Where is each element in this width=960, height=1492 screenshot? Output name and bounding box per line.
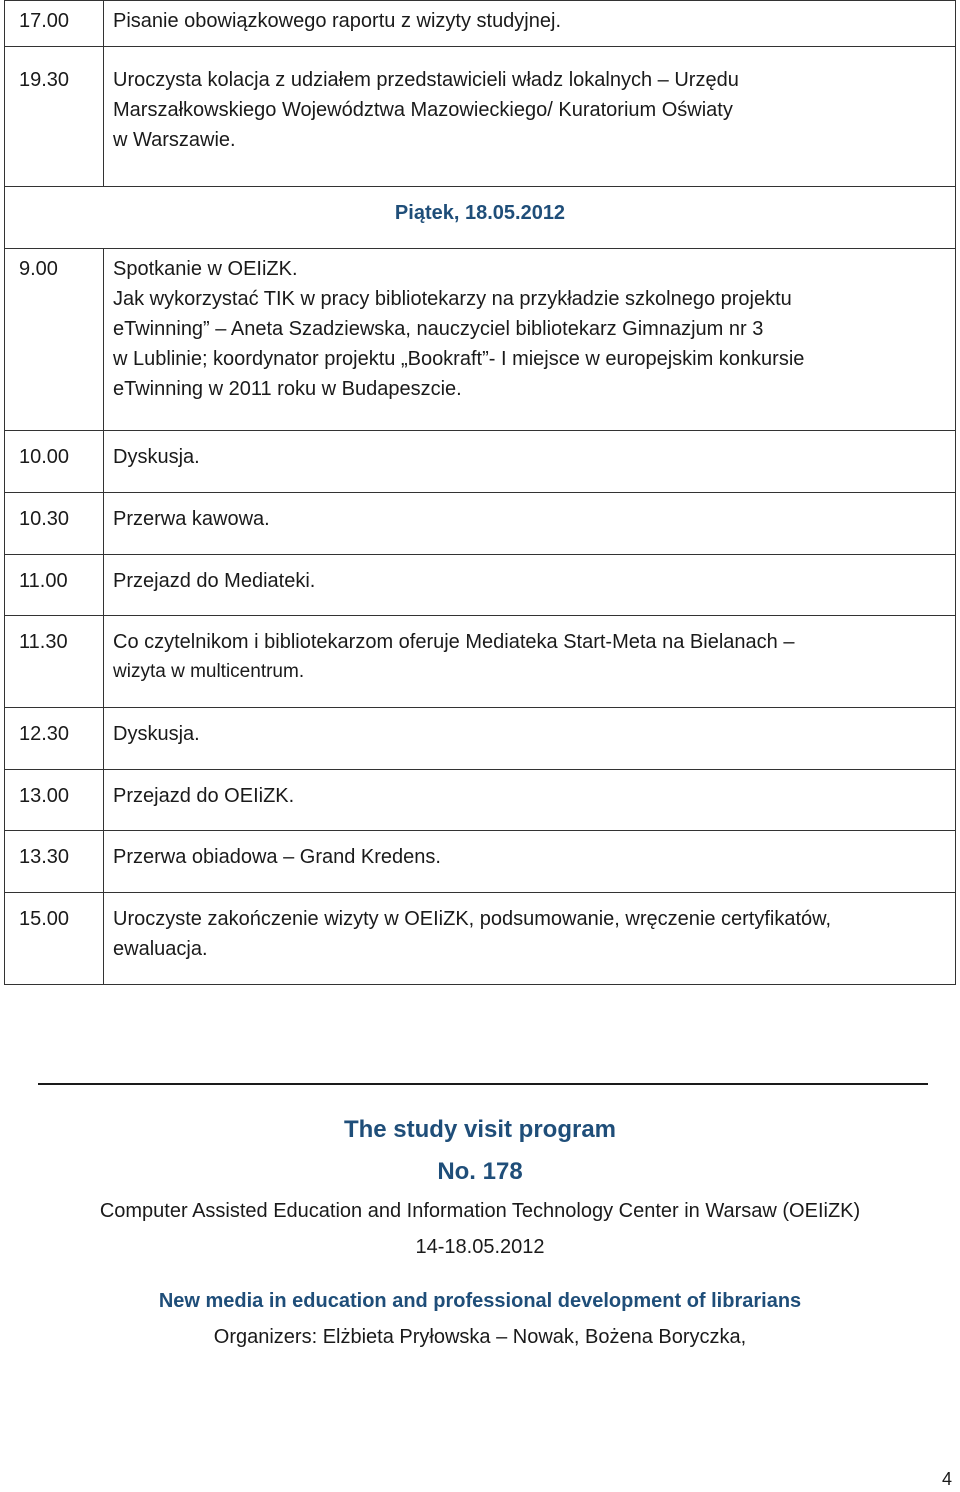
description-line: Uroczysta kolacja z udziałem przedstawicieli władz lokalnych – Urzędu: [113, 69, 739, 91]
time-cell: 10.00: [5, 431, 104, 493]
organizers: Organizers: Elżbieta Pryłowska – Nowak, Bożena Boryczka,: [213, 1326, 747, 1348]
time-cell: 12.30: [5, 708, 104, 770]
program-title: The study visit program: [343, 1116, 617, 1143]
description-line: Pisanie obowiązkowego raportu z wizyty studyjnej.: [113, 10, 561, 32]
description-line: Przerwa kawowa.: [113, 508, 270, 530]
description-cell: [104, 249, 956, 431]
description-cell: [104, 770, 956, 831]
description-line: Uroczyste zakończenie wizyty w OEIiZK, podsumowanie, wręczenie certyfikatów,: [113, 908, 832, 930]
program-theme: New media in education and professional development of librarians: [158, 1290, 802, 1312]
description-line: Przejazd do OEIiZK.: [113, 785, 295, 807]
table-row: [5, 831, 956, 893]
description-line: wizyta w multicentrum.: [113, 661, 305, 682]
table-row: [5, 893, 956, 985]
center-name: Computer Assisted Education and Information Technology Center in Warsaw (OEIiZK): [99, 1200, 861, 1222]
description-line: w Warszawie.: [113, 129, 236, 151]
time-cell: 13.00: [5, 770, 104, 831]
table-row: [5, 1, 956, 47]
description-cell: [104, 555, 956, 616]
time-cell: 19.30: [5, 47, 104, 187]
time-cell: 17.00: [5, 1, 104, 47]
description-cell: [104, 616, 956, 708]
time-cell: 11.00: [5, 555, 104, 616]
time-cell: 13.30: [5, 831, 104, 893]
program-dates: 14-18.05.2012: [415, 1236, 545, 1258]
description-cell: [104, 47, 956, 187]
time-cell: 9.00: [5, 249, 104, 431]
description-cell: [104, 431, 956, 493]
table-row: [5, 770, 956, 831]
table-row: [5, 431, 956, 493]
description-cell: [104, 493, 956, 555]
description-line: Dyskusja.: [113, 723, 200, 745]
description-line: Przerwa obiadowa – Grand Kredens.: [113, 846, 441, 868]
time-cell: 15.00: [5, 893, 104, 985]
table-row: [5, 249, 956, 431]
description-line: w Lublinie; koordynator projektu „Bookraft”- I miejsce w europejskim konkursie: [113, 348, 805, 370]
table-row: [5, 708, 956, 770]
time-cell: 10.30: [5, 493, 104, 555]
description-cell: [104, 708, 956, 770]
program-number: No. 178: [437, 1158, 523, 1185]
description-line: eTwinning” – Aneta Szadziewska, nauczyciel bibliotekarz Gimnazjum nr 3: [113, 318, 764, 340]
page-number: 4: [941, 1469, 952, 1489]
description-cell: [104, 831, 956, 893]
day-header: Piątek, 18.05.2012: [5, 187, 956, 249]
time-cell: 11.30: [5, 616, 104, 708]
table-row: [5, 47, 956, 187]
description-line: Jak wykorzystać TIK w pracy bibliotekarzy na przykładzie szkolnego projektu: [113, 288, 792, 310]
day-header-row: [5, 187, 956, 249]
divider-line: [38, 1083, 928, 1085]
description-line: Co czytelnikom i bibliotekarzom oferuje Mediateka Start-Meta na Bielanach –: [113, 631, 795, 653]
description-line: Dyskusja.: [113, 446, 200, 468]
description-line: ewaluacja.: [113, 938, 208, 960]
description-line: Przejazd do Mediateki.: [113, 570, 316, 592]
table-row: [5, 493, 956, 555]
description-cell: [104, 893, 956, 985]
description-line: Marszałkowskiego Województwa Mazowieckiego/ Kuratorium Oświaty: [113, 99, 733, 121]
description-line: eTwinning w 2011 roku w Budapeszcie.: [113, 378, 462, 400]
table-row: [5, 555, 956, 616]
description-line: Spotkanie w OEIiZK.: [113, 258, 298, 280]
table-row: [5, 616, 956, 708]
schedule-table: [4, 0, 956, 985]
description-cell: [104, 1, 956, 47]
